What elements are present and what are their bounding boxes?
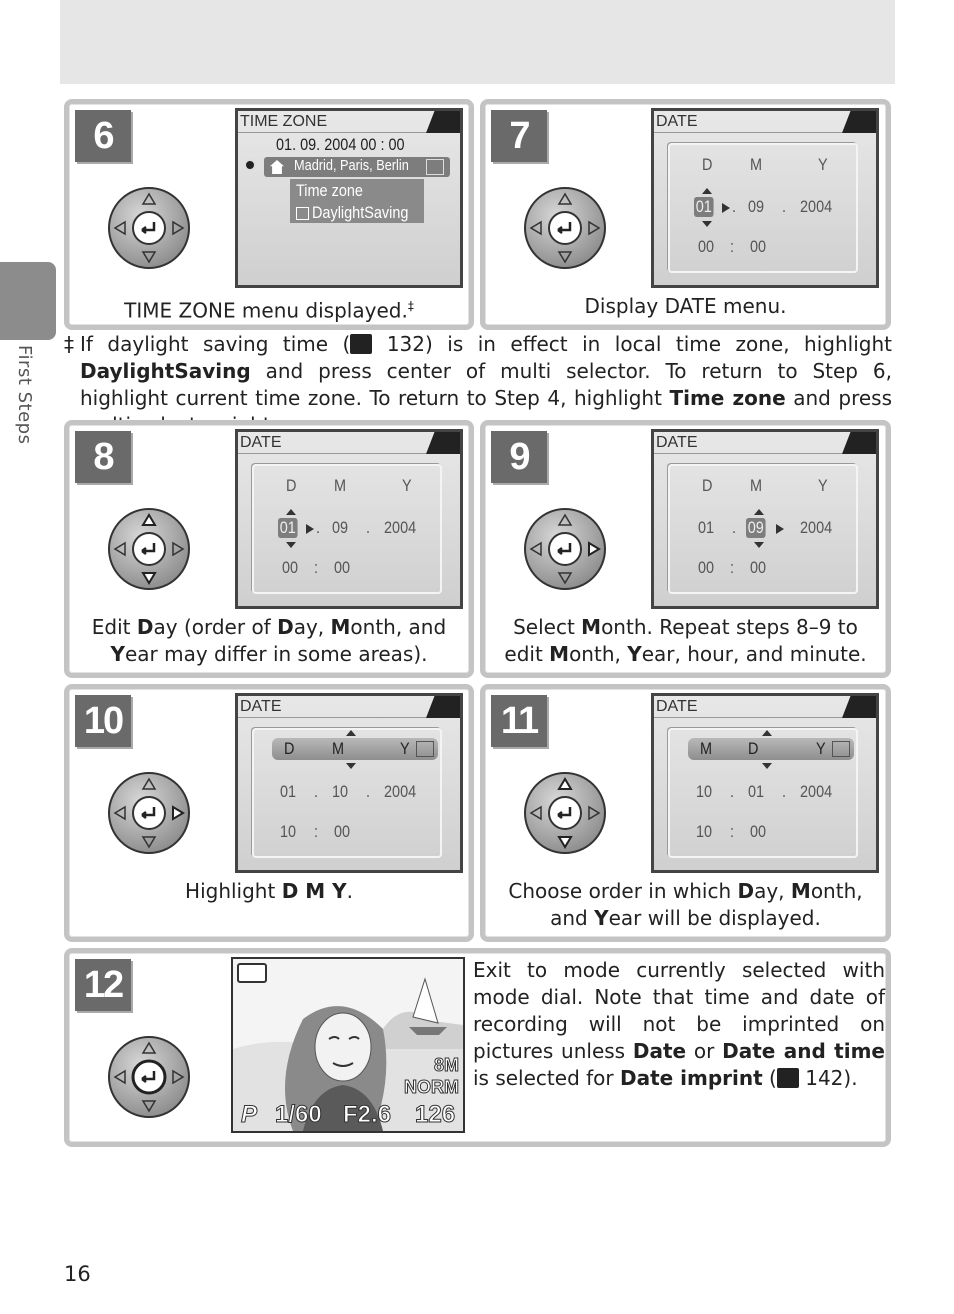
step-11-panel xyxy=(480,684,891,942)
image-quality-indicator: NORM xyxy=(404,1077,459,1097)
order-highlight[interactable] xyxy=(688,738,854,760)
month-value[interactable]: 09 xyxy=(748,197,765,216)
camera-screen xyxy=(235,693,463,873)
screen-title: DATE xyxy=(238,696,460,718)
step-9-panel xyxy=(480,420,891,678)
down-arrow-icon xyxy=(286,542,296,548)
label-month: M xyxy=(750,476,763,495)
step-caption: Edit Day (order of Day, Month, and Year may differ in some areas). xyxy=(91,615,447,666)
day-value[interactable]: 01 xyxy=(279,518,296,537)
screen-title: DATE xyxy=(654,111,876,133)
second-value: 10 xyxy=(332,782,349,801)
menu-daylight-saving[interactable]: DaylightSaving xyxy=(312,203,409,222)
minute-value: 00 xyxy=(750,822,767,841)
reference-icon xyxy=(777,1068,799,1088)
down-arrow-icon xyxy=(754,542,764,548)
separator: . xyxy=(732,197,737,216)
step-caption: TIME ZONE menu displayed.‡ xyxy=(124,298,414,323)
reference-icon xyxy=(350,334,372,354)
section-tab xyxy=(0,262,56,340)
camera-screen xyxy=(235,429,463,609)
step-number: 9 xyxy=(491,431,547,483)
month-value[interactable]: 09 xyxy=(747,518,764,537)
home-city: Madrid, Paris, Berlin xyxy=(294,157,409,174)
separator: . xyxy=(366,518,371,537)
separator: . xyxy=(366,782,371,801)
hour-value[interactable]: 00 xyxy=(698,237,715,256)
label-year: Y xyxy=(818,155,828,174)
aperture: F2.6 xyxy=(343,1101,392,1128)
year-value[interactable]: 2004 xyxy=(800,197,833,216)
year-value[interactable]: 2004 xyxy=(800,518,833,537)
order-second: D xyxy=(748,739,759,758)
label-day: D xyxy=(702,155,713,174)
step-7-panel xyxy=(480,99,891,330)
camera-screen xyxy=(651,693,879,873)
step-12-panel xyxy=(64,948,891,1147)
up-arrow-icon xyxy=(346,730,356,736)
hour-value: 10 xyxy=(696,822,713,841)
checkbox-icon[interactable] xyxy=(296,207,309,220)
radio-selected-icon xyxy=(244,159,256,171)
minute-value[interactable]: 00 xyxy=(750,558,767,577)
separator: : xyxy=(314,822,319,841)
step-caption: Highlight D M Y. xyxy=(185,879,353,903)
footnote: ‡ If daylight saving time ( 132) is in effect in local time zone, highlight DaylightSaving and press center of multi selector. To return to Step 6, highlight current time zone. To return to Step 4, highlight Time zone and press xyxy=(64,332,892,410)
year-value: 2004 xyxy=(800,782,833,801)
current-datetime: 01. 09. 2004 00 : 00 xyxy=(276,135,405,154)
first-value: 10 xyxy=(696,782,713,801)
step-number: 12 xyxy=(75,959,131,1011)
order-third: Y xyxy=(400,739,410,758)
label-month: M xyxy=(750,155,763,174)
order-highlight[interactable] xyxy=(272,738,438,760)
first-value: 01 xyxy=(280,782,297,801)
step-number: 8 xyxy=(75,431,131,483)
order-first: D xyxy=(284,739,295,758)
minute-value[interactable]: 00 xyxy=(750,237,767,256)
second-value: 01 xyxy=(748,782,765,801)
order-second: M xyxy=(332,739,345,758)
enter-icon xyxy=(832,741,850,757)
down-arrow-icon xyxy=(702,221,712,227)
hour-value: 10 xyxy=(280,822,297,841)
minute-value[interactable]: 00 xyxy=(334,558,351,577)
down-arrow-icon xyxy=(762,763,772,769)
exposure-mode-indicator: P xyxy=(241,1101,258,1128)
order-first: M xyxy=(700,739,713,758)
screen-title: DATE xyxy=(654,696,876,718)
up-arrow-icon xyxy=(702,188,712,194)
multi-selector-icon xyxy=(523,507,607,591)
year-value: 2004 xyxy=(384,782,417,801)
screen-title: TIME ZONE xyxy=(238,111,460,133)
step-10-panel xyxy=(64,684,474,942)
separator: : xyxy=(314,558,319,577)
separator: : xyxy=(730,237,735,256)
step-6-panel xyxy=(64,99,474,330)
step-caption: Select Month. Repeat steps 8–9 to edit Month, Year, hour, and minute. xyxy=(504,615,867,666)
multi-selector-icon xyxy=(107,1035,191,1119)
step-12-text: Exit to mode currently selected with mode dial. Note that time and date of recording will not be imprinted on pictures unless Date or Date and time is selected for Date imprint ( 142). xyxy=(473,958,885,1090)
header-band xyxy=(60,0,895,84)
multi-selector-icon xyxy=(523,186,607,270)
multi-selector-icon xyxy=(523,771,607,855)
screen-title: DATE xyxy=(238,432,460,454)
image-size-indicator: 8M xyxy=(433,1055,459,1075)
up-arrow-icon xyxy=(754,509,764,515)
separator: . xyxy=(732,518,737,537)
label-year: Y xyxy=(402,476,412,495)
day-value[interactable]: 01 xyxy=(695,197,712,216)
camera-screen xyxy=(651,429,879,609)
day-value[interactable]: 01 xyxy=(698,518,715,537)
camera-preview xyxy=(231,957,465,1133)
label-day: D xyxy=(286,476,297,495)
minute-value: 00 xyxy=(334,822,351,841)
multi-selector-icon xyxy=(107,771,191,855)
step-number: 7 xyxy=(491,110,547,162)
right-arrow-icon xyxy=(776,524,784,534)
month-value[interactable]: 09 xyxy=(332,518,349,537)
step-caption: Display DATE menu. xyxy=(584,294,787,318)
down-arrow-icon xyxy=(346,763,356,769)
multi-selector-icon xyxy=(107,186,191,270)
separator: . xyxy=(782,782,787,801)
separator: : xyxy=(730,558,735,577)
step-number: 11 xyxy=(491,695,547,747)
label-day: D xyxy=(702,476,713,495)
hour-value[interactable]: 00 xyxy=(698,558,715,577)
camera-screen xyxy=(651,108,879,288)
step-8-panel xyxy=(64,420,474,678)
up-arrow-icon xyxy=(286,509,296,515)
separator: . xyxy=(316,518,321,537)
screen-title: DATE xyxy=(654,432,876,454)
step-caption: Choose order in which Day, Month, and Year will be displayed. xyxy=(508,879,863,930)
shutter-speed: 1/60 xyxy=(275,1101,322,1128)
page-number: 16 xyxy=(64,1262,91,1286)
menu-time-zone[interactable]: Time zone xyxy=(296,181,363,200)
separator: : xyxy=(730,822,735,841)
right-arrow-icon xyxy=(722,203,730,213)
step-number: 10 xyxy=(75,695,131,747)
separator: . xyxy=(730,782,735,801)
section-label: First Steps xyxy=(14,345,35,445)
label-month: M xyxy=(334,476,347,495)
enter-icon xyxy=(416,741,434,757)
label-year: Y xyxy=(818,476,828,495)
year-value[interactable]: 2004 xyxy=(384,518,417,537)
camera-mode-icon xyxy=(237,963,267,983)
separator: . xyxy=(782,197,787,216)
enter-icon xyxy=(426,159,444,175)
frames-remaining: 126 xyxy=(415,1101,456,1128)
separator: . xyxy=(314,782,319,801)
multi-selector-icon xyxy=(107,507,191,591)
footnote-mark: ‡ xyxy=(64,332,74,356)
camera-screen xyxy=(235,108,463,288)
step-number: 6 xyxy=(75,110,131,162)
up-arrow-icon xyxy=(762,730,772,736)
hour-value[interactable]: 00 xyxy=(282,558,299,577)
order-third: Y xyxy=(816,739,826,758)
right-arrow-icon xyxy=(306,524,314,534)
